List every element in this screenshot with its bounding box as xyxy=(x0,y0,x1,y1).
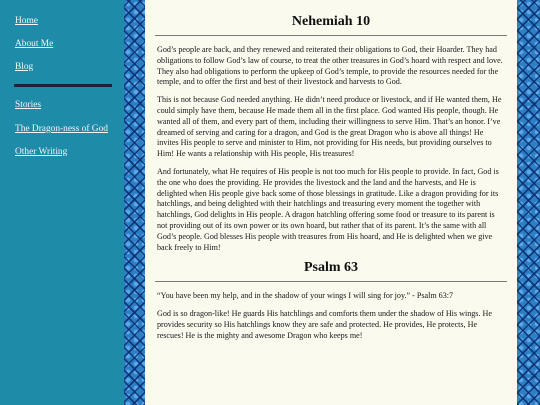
dragon-scale-border-left xyxy=(124,0,145,405)
title-rule xyxy=(155,35,507,36)
main-content xyxy=(145,0,517,405)
paragraph: “You have been my help, and in the shadow of your wings I will sing for joy.” - Psalm 63:7 xyxy=(157,291,454,301)
sidebar-nav xyxy=(0,0,124,405)
nav-link-stories[interactable]: Stories xyxy=(15,100,42,110)
paragraph: This is not because God needed anything. He didn’t need produce or livestock, and if He wanted them, He could simply have them, because He made them all in the first place. God wanted His people, though. He wanted all of them, and every part of them, including their willingness to serve Him. That’s an honor. I’ve dreamed of serving and caring for a dragon, and God is the great Dragon who is above all things! He invites His people to serve and minister to Him, not providing for His needs, but providing ourselves to Him! He wants a relationship with His people, His treasures! xyxy=(157,95,502,159)
nav-divider xyxy=(14,84,112,87)
paragraph: And fortunately, what He requires of His people is not too much for His people to provide. In fact, God is the one who does the providing. He provides the livestock and the land and the harvests, and He is delighted when His people give back some of those blessings in gratitude. Like a dragon providing for its hatchlings, and being delighted with their hatchlings and treasuring every moment the together with hatchlings, God delights in His people. A dragon hatchling offering some food or treasure to its parent is not providing out of its own power or its own hoard, but rather that of its parent. It’s the same with all God’s people. God blesses His people with treasures from His hoard, and He is delighted when we give back freely to Him! xyxy=(157,166,499,252)
dragon-scale-border-right xyxy=(517,0,540,405)
nav-link-about-me[interactable]: About Me xyxy=(15,39,54,49)
section-title-psalm-63: Psalm 63 xyxy=(303,260,359,276)
paragraph: God is so dragon-like! He guards His hatchlings and comforts them under the shadow of His wings. He provides security so His hatchlings know they are safe and protected. He provides, He protects, He rescues! He is the mighty and awesome Dragon who keeps me! xyxy=(157,309,492,340)
nav-link-other-writing[interactable]: Other Writing xyxy=(15,147,68,157)
section-title-nehemiah-10: Nehemiah 10 xyxy=(291,14,371,29)
title-rule xyxy=(155,281,507,282)
nav-link-blog[interactable]: Blog xyxy=(15,62,34,72)
paragraph: God’s people are back, and they renewed and reiterated their obligations to God, their Hoarder. They had obligations to follow God’s law of course, to treat the other treasures in God’s hoard with respect and love. They also had obligations to perform the upkeep of God’s temple, to provide the resources needed for the temple, and to offer the first and best of their livestock and harvests to God. xyxy=(157,45,503,87)
nav-link-dragon-ness-of-god[interactable]: The Dragon-ness of God xyxy=(15,124,108,134)
nav-link-home[interactable]: Home xyxy=(15,16,38,26)
